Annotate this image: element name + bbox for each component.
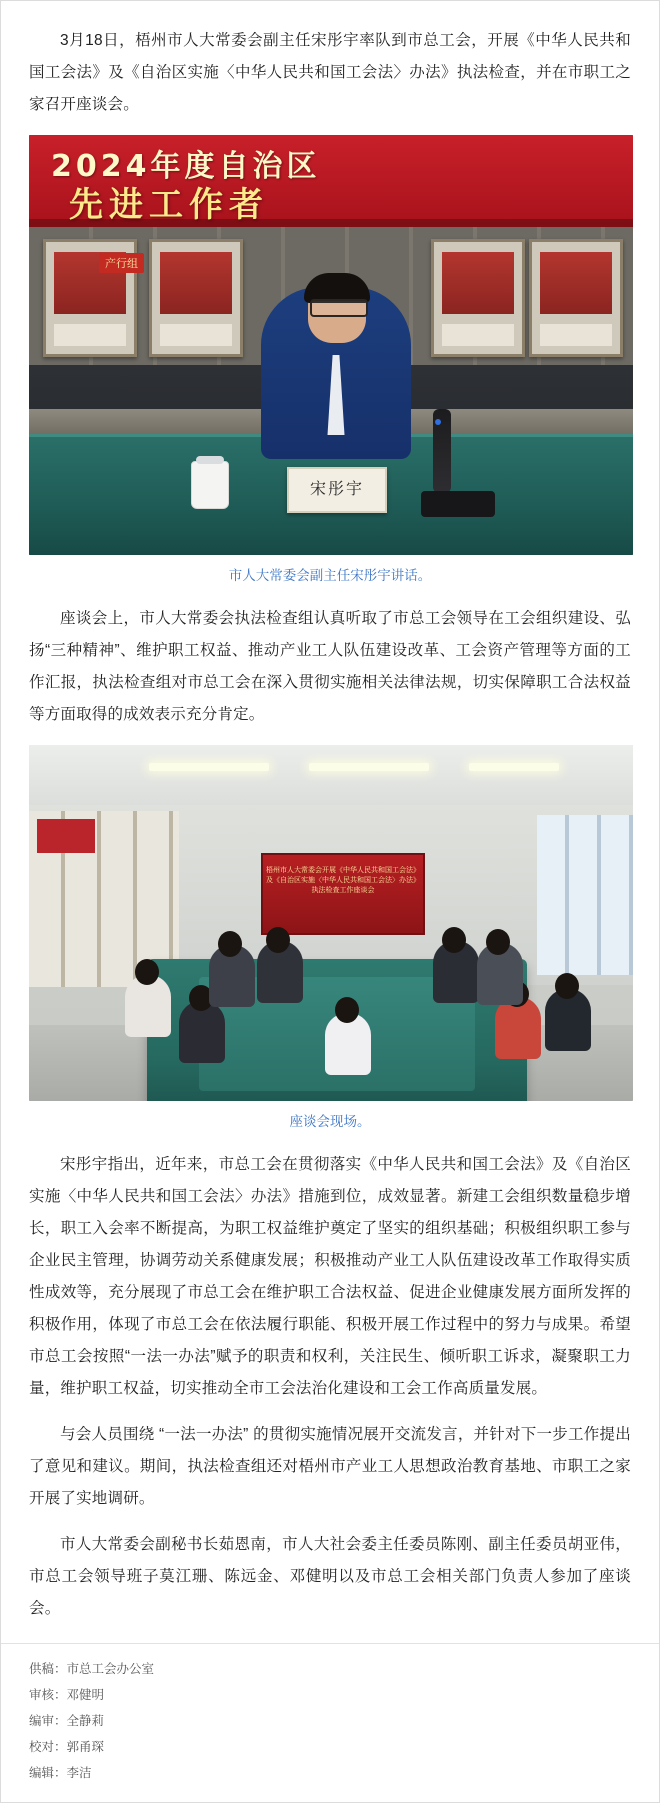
paragraph-1: 3月18日，梧州市人大常委会副主任宋彤宇率队到市总工会，开展《中华人民共和国工会法》及《自治区实施〈中华人民共和国工会法〉办法》执法检查，并在市职工之家召开座谈会。 [29,32,631,113]
attendee-head [555,973,579,999]
attendee-head [266,927,290,953]
meta-line-reviewer: 审核：邓健明 [29,1688,105,1702]
paragraph-3: 宋彤宇指出，近年来，市总工会在贯彻落实《中华人民共和国工会法》及《自治区实施〈中华人民共和国工会法〉办法》措施到位，成效显著。新建工会组织数量稳步增长，职工入会率不断提高，为职工权益维护奠定了坚实的组织基础；积极组织职工参与企业民主管理，协调劳动关系健康发展；积极推动产业工人队伍建设改革工作取得实质性成效等，充分展现了市总工会在维护职工合法权益、促进企业健康发展方面所发挥的积极作用，体现了市总工会在依法履行职能、积极开展工作过程中的努力与成果。希望市总工会按照“一法一办法”赋予的职责和权利，关注民生、倾听职工诉求，凝聚职工力量，维护职工权益，切实推动全市工会法治化建设和工会工作高质量发展。 [29,1156,631,1397]
meta-line-proofreader: 校对：郭甬琛 [29,1740,105,1754]
meta-line-editor: 编辑：李洁 [29,1766,92,1780]
ceiling-light [309,763,429,771]
glasses-icon [310,299,368,317]
banner-line-2: 先进工作者 [69,185,269,225]
photo-press-conference [29,135,633,555]
left-red-poster [37,819,95,853]
attendee-head [135,959,159,985]
right-display-boards [537,815,633,975]
article-meta [1,1643,659,1802]
paragraph-5: 市人大常委会副秘书长茹恩南，市人大社会委主任委员陈刚、副主任委员胡亚伟，市总工会领导班子莫江珊、陈远金、邓健明以及市总工会相关部门负责人参加了座谈会。 [29,1536,631,1617]
meta-line-editor-in-chief: 编审：全静莉 [29,1714,105,1728]
screen-title: 梧州市人大常委会开展《中华人民共和国工会法》及《自治区实施〈中华人民共和国工会法〉办法》执法检查工作座谈会 [266,866,420,894]
paragraph-2: 座谈会上，市人大常委会执法检查组认真听取了市总工会领导在工会组织建设、弘扬“三种精神”、维护职工权益、推动产业工人队伍建设改革、工会资产管理等方面的工作汇报，执法检查组对市总工会在深入贯彻实施相关法律法规，切实保障职工合法权益等方面取得的成效表示充分肯定。 [29,610,631,723]
attendee-head [335,997,359,1023]
meta-line-contributor: 供稿：市总工会办公室 [29,1662,155,1676]
attendee-head [486,929,510,955]
figure-meeting-room [29,745,631,1133]
desk-device [421,491,495,517]
figure-caption: 市人大常委会副主任宋彤宇讲话。 [228,568,432,583]
figure-press-conference [29,135,631,587]
attendee-head [442,927,466,953]
wall-tag: 产行组 [99,253,144,273]
tea-cup [191,461,229,509]
ceiling [29,745,633,805]
ceiling-light [469,763,559,771]
photo-meeting-room [29,745,633,1101]
honor-frame [529,239,623,357]
banner-line-1: 2024年度自治区 [51,149,321,184]
honor-frame [149,239,243,357]
article-body [1,1,659,1625]
ceiling-light [149,763,269,771]
name-plate: 宋彤宇 [287,467,387,513]
stage-backdrop-screen [261,853,425,935]
microphone-icon [433,409,451,493]
honor-frame [431,239,525,357]
attendee-head [218,931,242,957]
paragraph-4: 与会人员围绕 “一法一办法” 的贯彻实施情况展开交流发言，并针对下一步工作提出了意见和建议。期间，执法检查组还对梧州市产业工人思想政治教育基地、市职工之家开展了实地调研。 [29,1426,631,1507]
figure-caption: 座谈会现场。 [289,1114,371,1129]
